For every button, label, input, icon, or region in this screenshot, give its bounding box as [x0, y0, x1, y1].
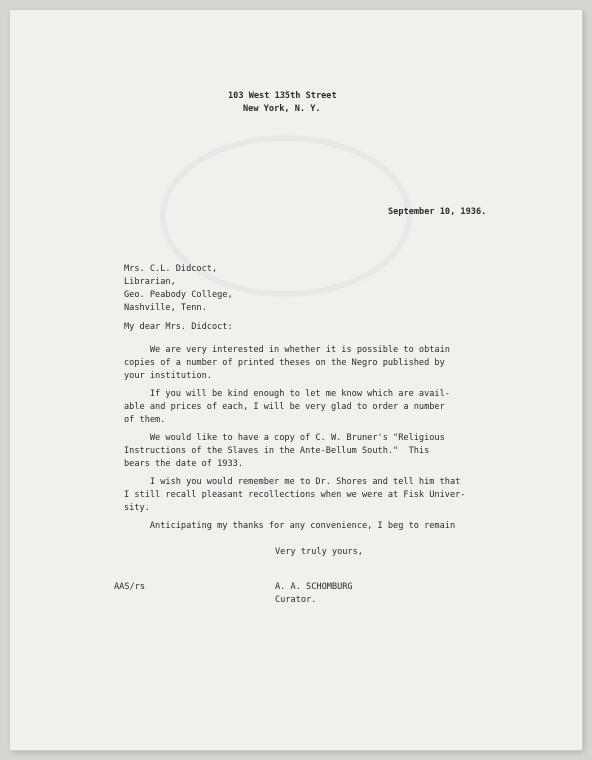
- return-address-line: New York, N. Y.: [243, 104, 321, 114]
- body-line: We would like to have a copy of C. W. Bruner's "Religious: [124, 433, 445, 443]
- return-address: [228, 90, 337, 116]
- complimentary-close: Very truly yours,: [275, 547, 363, 557]
- recipient-line: Librarian,: [124, 277, 176, 287]
- signature-block: [275, 581, 353, 607]
- body-line: We are very interested in whether it is possible to obtain: [124, 345, 450, 355]
- body-line: able and prices of each, I will be very glad to order a number: [124, 402, 445, 412]
- return-address-line: 103 West 135th Street: [228, 91, 337, 101]
- recipient-address: [124, 263, 233, 315]
- paragraph-1: [124, 344, 450, 383]
- recipient-line: Mrs. C.L. Didcoct,: [124, 264, 218, 274]
- signature-name: A. A. SCHOMBURG: [275, 582, 353, 592]
- body-line: Instructions of the Slaves in the Ante-Bellum South." This: [124, 446, 430, 456]
- body-line: I wish you would remember me to Dr. Shores and tell him that: [124, 477, 461, 487]
- paragraph-4: [124, 476, 465, 515]
- signature-title: Curator.: [275, 595, 317, 605]
- body-line: of them.: [124, 415, 166, 425]
- body-line: Anticipating my thanks for any convenience, I beg to remain: [124, 521, 456, 531]
- paragraph-2: [124, 388, 450, 427]
- typist-initials: AAS/rs: [114, 582, 146, 592]
- body-line: sity.: [124, 503, 150, 513]
- body-line: your institution.: [124, 371, 212, 381]
- paragraph-3: [124, 432, 445, 471]
- recipient-line: Geo. Peabody College,: [124, 290, 233, 300]
- body-line: copies of a number of printed theses on the Negro published by: [124, 358, 445, 368]
- recipient-line: Nashville, Tenn.: [124, 303, 207, 313]
- body-line: I still recall pleasant recollections when we were at Fisk Univer-: [124, 490, 466, 500]
- paragraph-5: [124, 520, 455, 533]
- body-line: bears the date of 1933.: [124, 459, 243, 469]
- body-line: If you will be kind enough to let me know which are avail-: [124, 389, 450, 399]
- letter-date: September 10, 1936.: [388, 207, 487, 217]
- letter-page: [10, 10, 582, 750]
- salutation: My dear Mrs. Didcoct:: [124, 322, 233, 332]
